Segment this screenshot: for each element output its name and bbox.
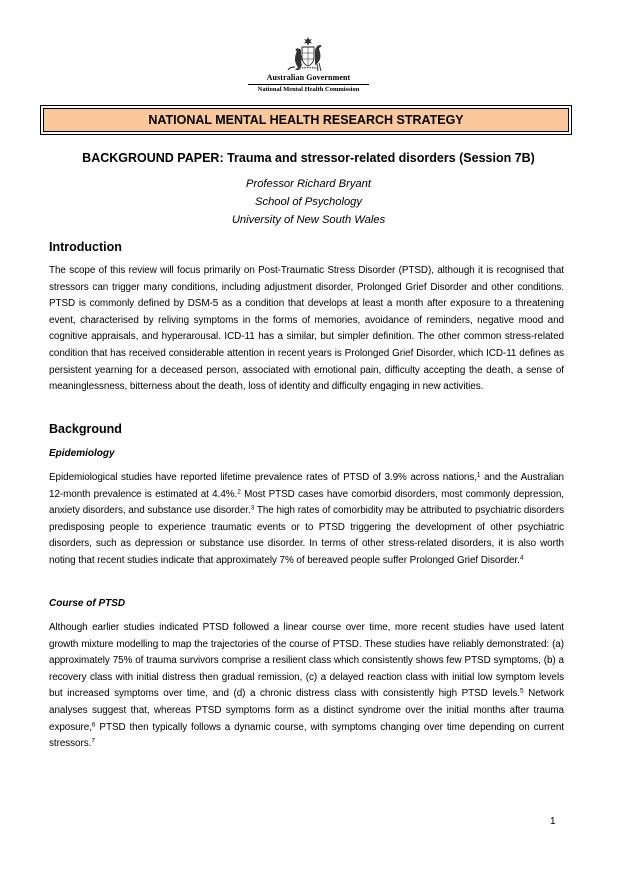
course-text-2: Network analyses suggest that, whereas PTSD symptoms form as a distinct syndrome over the initial months after trauma exposure, — [49, 688, 565, 733]
introduction-heading: Introduction — [49, 240, 122, 254]
reference-4: 4 — [519, 554, 524, 562]
author-institution: University of New South Wales — [231, 214, 386, 226]
reference-7: 7 — [91, 737, 95, 745]
reference-2: 2 — [237, 488, 241, 496]
commission-name: National Mental Health Commission — [257, 86, 360, 93]
course-heading: Course of PTSD — [49, 598, 126, 609]
page-number: 1 — [550, 816, 556, 827]
author-department: School of Psychology — [255, 196, 362, 208]
epidemiology-text-3: Most PTSD cases have comorbid disorders, most commonly depression, anxiety disorders, and substance use disorder. — [49, 488, 564, 517]
strategy-banner — [40, 105, 572, 135]
epidemiology-text-4: The high rates of comorbidity may be attributed to psychiatric disorders predisposing people to experience traumatic events or to PTSD triggering the development of other psychiatric disorders, such as depression or substance use disorder. In terms of other stress-related disorders, it is also worth noting that recent studies indicate that approximately 7% of bereaved people suffer Prolonged Grief Disorder. — [49, 505, 564, 566]
reference-1: 1 — [476, 471, 481, 479]
paper-title: BACKGROUND PAPER: Trauma and stressor-related disorders (Session 7B) — [82, 151, 535, 165]
course-paragraph — [49, 620, 564, 753]
header-divider — [248, 84, 369, 85]
epidemiology-text-1: Epidemiological studies have reported lifetime prevalence rates of PTSD of 3.9% across nations, — [49, 472, 477, 483]
reference-3: 3 — [250, 504, 255, 512]
introduction-paragraph: The scope of this review will focus primarily on Post-Traumatic Stress Disorder (PTSD), although it is recognised that stressors can trigger many conditions, including adjustment disorder, Prolonged Grief Disorder and other conditions. PTSD is commonly defined by DSM-5 as a condition that develops at least a month after exposure to a threatening event, characterised by reliving symptoms in the forms of memories, avoidance of reminders, negative mood and cognitive appraisals, and hyperarousal. ICD-11 has a similar, but simpler definition. The other common stress-related condition that has received considerable attention in recent years is Prolonged Grief Disorder, which ICD-11 defines as persistent yearning for a deceased person, associated with emotional pain, difficulty accepting the death, a sense of meaninglessness, bitterness about the death, loss of identity and difficulty engaging in new activities. — [49, 265, 564, 393]
course-text-3: PTSD then typically follows a dynamic course, with symptoms changing over time depending on current stressors. — [49, 721, 564, 750]
commonwealth-coat-of-arms-icon — [287, 36, 329, 72]
author-name: Professor Richard Bryant — [246, 178, 371, 190]
background-heading: Background — [49, 422, 122, 436]
reference-6: 6 — [91, 721, 96, 729]
epidemiology-heading: Epidemiology — [49, 448, 115, 459]
government-name: Australian Government — [266, 73, 351, 82]
reference-5: 5 — [519, 687, 524, 695]
epidemiology-text-2: and the Australian 12-month prevalence is estimated at 4.4%. — [49, 472, 564, 500]
banner-title: NATIONAL MENTAL HEALTH RESEARCH STRATEGY — [43, 108, 569, 132]
epidemiology-paragraph — [49, 470, 564, 570]
course-text-1: Although earlier studies indicated PTSD followed a linear course over time, more recent studies have used latent growth mixture modelling to map the trajectories of the course of PTSD. These studies have reliably demonstrated: (a) approximately 75% of trauma survivors comprise a resilient class which consistently shows few PTSD symptoms, (b) a recovery class with initial distress then gradual remission, (c) a delayed reaction class with initial low symptom levels but increased symptoms over time, and (d) a chronic distress class with consistently high PTSD levels. — [49, 622, 564, 700]
